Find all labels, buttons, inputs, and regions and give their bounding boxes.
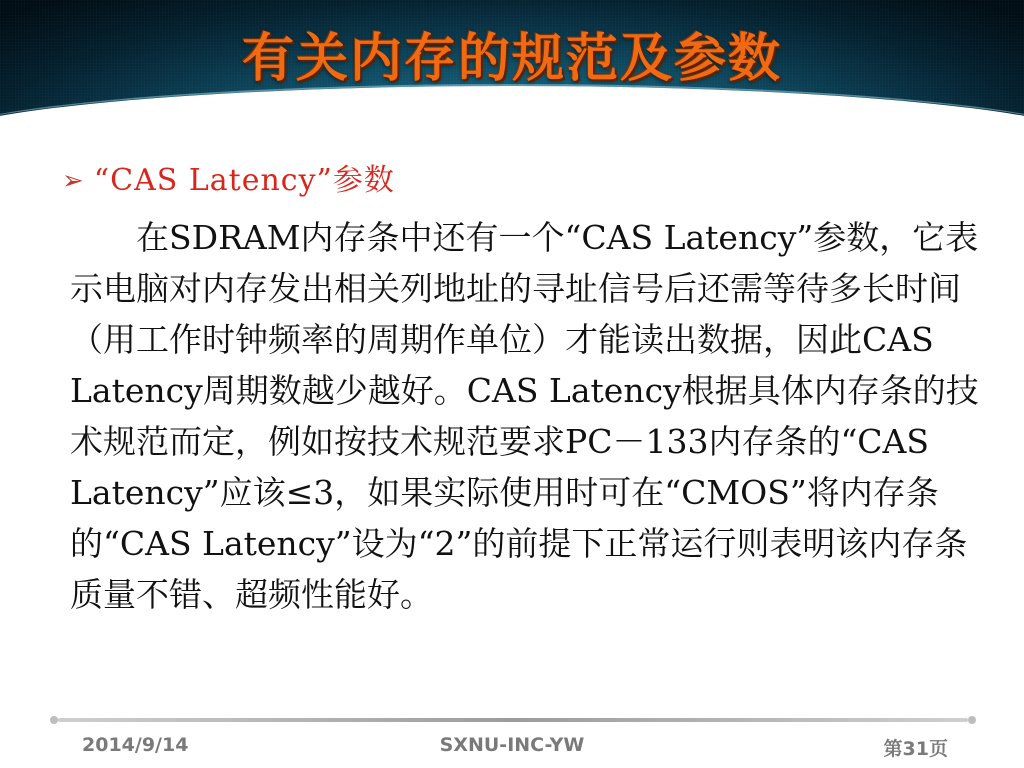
bullet-heading (62, 162, 962, 200)
slide-header-banner (0, 0, 1024, 136)
bullet-arrow-icon: ➢ (62, 166, 84, 196)
footer-date: 2014/9/14 (82, 734, 189, 756)
body-paragraph-text: 在SDRAM内存条中还有一个“CAS Latency”参数，它表示电脑对内存发出相关列地址的寻址信号后还需等待多长时间（用工作时钟频率的周期作单位）才能读出数据，因此CAS Latency周期数越少越好。CAS Latency根据具体内存条的技术规范而定，例如按技术规范要求PC－133内存条的“CAS Latency”应该≤3，如果实际使用时可在“CMOS”将内存条的“CAS Latency”设为“2”的前提下正常运行则表明该内存条质量不错、超频性能好。 (70, 218, 979, 614)
footer-page-number: 第31页 (883, 738, 948, 760)
bullet-heading-label: “CAS Latency”参数 (93, 163, 395, 198)
body-paragraph (70, 212, 980, 620)
footer-organization: SXNU-INC-YW (439, 734, 585, 756)
slide-body (0, 150, 1024, 710)
footer-divider (58, 718, 968, 722)
slide-footer (0, 730, 1024, 768)
page-title: 有关内存的规范及参数 (241, 29, 782, 89)
